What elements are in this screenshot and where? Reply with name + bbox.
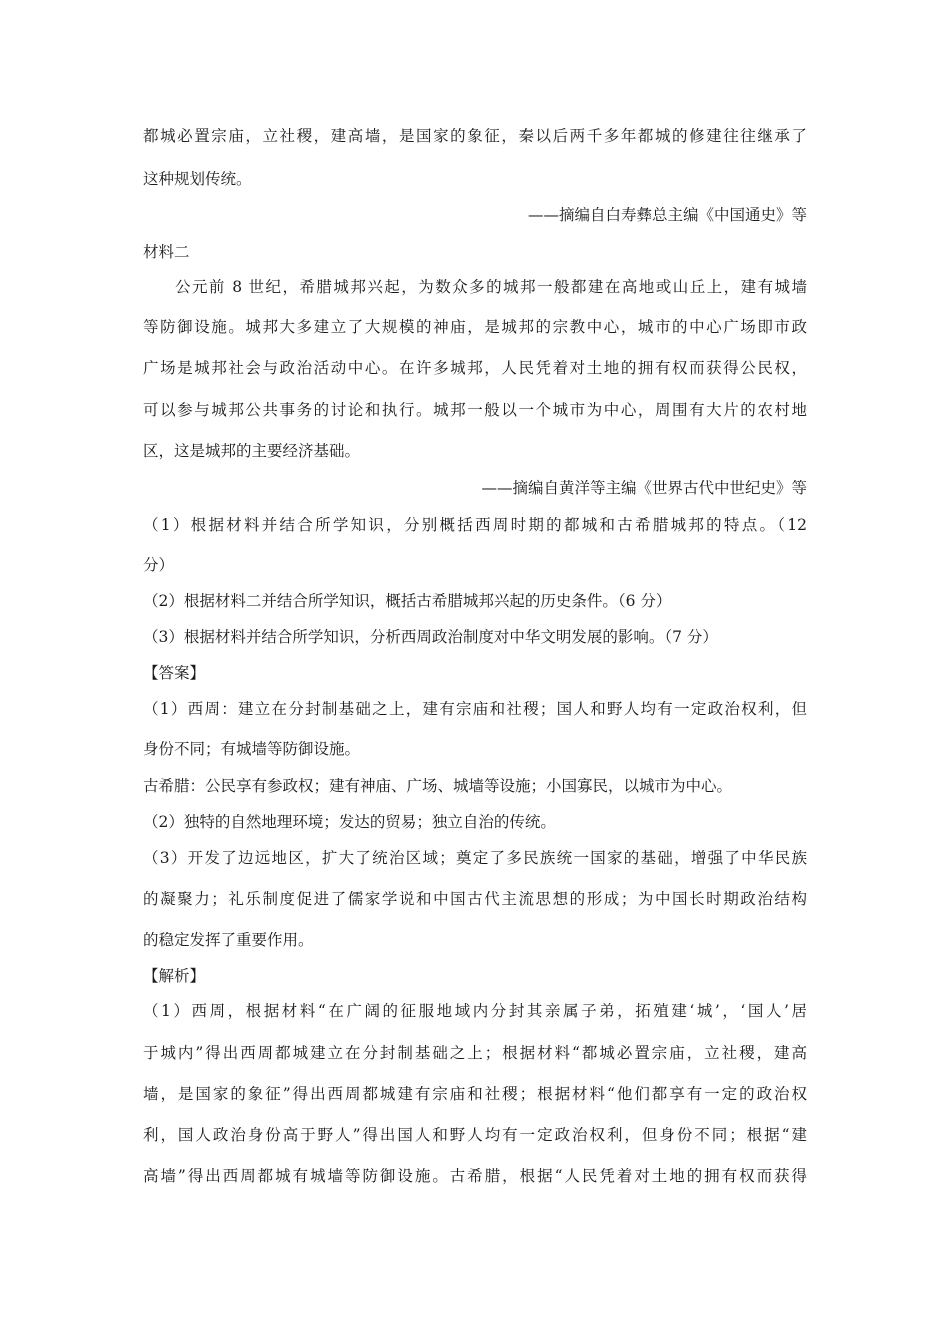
answer-line: （3）开发了边远地区，扩大了统治区域；奠定了多民族统一国家的基础，增强了中华民族 xyxy=(143,849,807,867)
material-two-line: 公元前 8 世纪，希腊城邦兴起，为数众多的城邦一般都建在高地或山丘上，建有城墙 xyxy=(175,278,807,296)
analysis-line: 利，国人政治身份高于野人”得出国人和野人均有一定政治权利，但身份不同；根据“建 xyxy=(143,1126,807,1144)
material-two-source: ——摘编自黄洋等主编《世界古代中世纪史》等 xyxy=(481,479,807,497)
analysis-line: 高墙”得出西周都城有城墙等防御设施。古希腊，根据“人民凭着对土地的拥有权而获得 xyxy=(143,1167,807,1185)
analysis-line: 墙，是国家的象征”得出西周都城建有宗庙和社稷；根据材料“他们都享有一定的政治权 xyxy=(143,1085,807,1103)
material-one-line: 这种规划传统。 xyxy=(143,170,252,188)
material-one-source: ——摘编自白寿彝总主编《中国通史》等 xyxy=(527,206,807,224)
material-two-title: 材料二 xyxy=(143,243,190,261)
question-line: （1）根据材料并结合所学知识，分别概括西周时期的都城和古希腊城邦的特点。（12 xyxy=(143,516,807,534)
answer-line: （2）独特的自然地理环境；发达的贸易；独立自治的传统。 xyxy=(143,813,556,831)
answer-line: 的稳定发挥了重要作用。 xyxy=(143,931,314,949)
analysis-line: 于城内”得出西周都城建立在分封制基础之上；根据材料“都城必置宗庙，立社稷，建高 xyxy=(143,1044,807,1062)
analysis-heading: 【解析】 xyxy=(143,967,206,985)
material-one-line: 都城必置宗庙，立社稷，建高墙，是国家的象征，秦以后两千多年都城的修建往往继承了 xyxy=(143,127,807,145)
answer-line: 身份不同；有城墙等防御设施。 xyxy=(143,740,361,758)
answer-line: 的凝聚力；礼乐制度促进了儒家学说和中国古代主流思想的形成；为中国长时期政治结构 xyxy=(143,890,807,908)
material-two-line: 广场是城邦社会与政治活动中心。在许多城邦，人民凭着对土地的拥有权而获得公民权， xyxy=(143,359,807,377)
material-two-line: 区，这是城邦的主要经济基础。 xyxy=(143,442,361,460)
question-line: 分） xyxy=(143,556,175,574)
answer-line: （1）西周：建立在分封制基础之上，建有宗庙和社稷；国人和野人均有一定政治权利，但 xyxy=(143,700,807,718)
material-two-line: 等防御设施。城邦大多建立了大规模的神庙，是城邦的宗教中心，城市的中心广场即市政 xyxy=(143,318,807,336)
answer-heading: 【答案】 xyxy=(143,664,206,682)
question-line: （2）根据材料二并结合所学知识，概括古希腊城邦兴起的历史条件。（6 分） xyxy=(143,592,672,610)
question-line: （3）根据材料并结合所学知识，分析西周政治制度对中华文明发展的影响。（7 分） xyxy=(143,628,718,646)
material-two-line: 可以参与城邦公共事务的讨论和执行。城邦一般以一个城市为中心，周围有大片的农村地 xyxy=(143,401,807,419)
answer-line: 古希腊：公民享有参政权；建有神庙、广场、城墙等设施；小国寡民，以城市为中心。 xyxy=(143,777,733,795)
analysis-line: （1）西周，根据材料“在广阔的征服地域内分封其亲属子弟，拓殖建‘城’，‘国人’居 xyxy=(143,1002,807,1020)
